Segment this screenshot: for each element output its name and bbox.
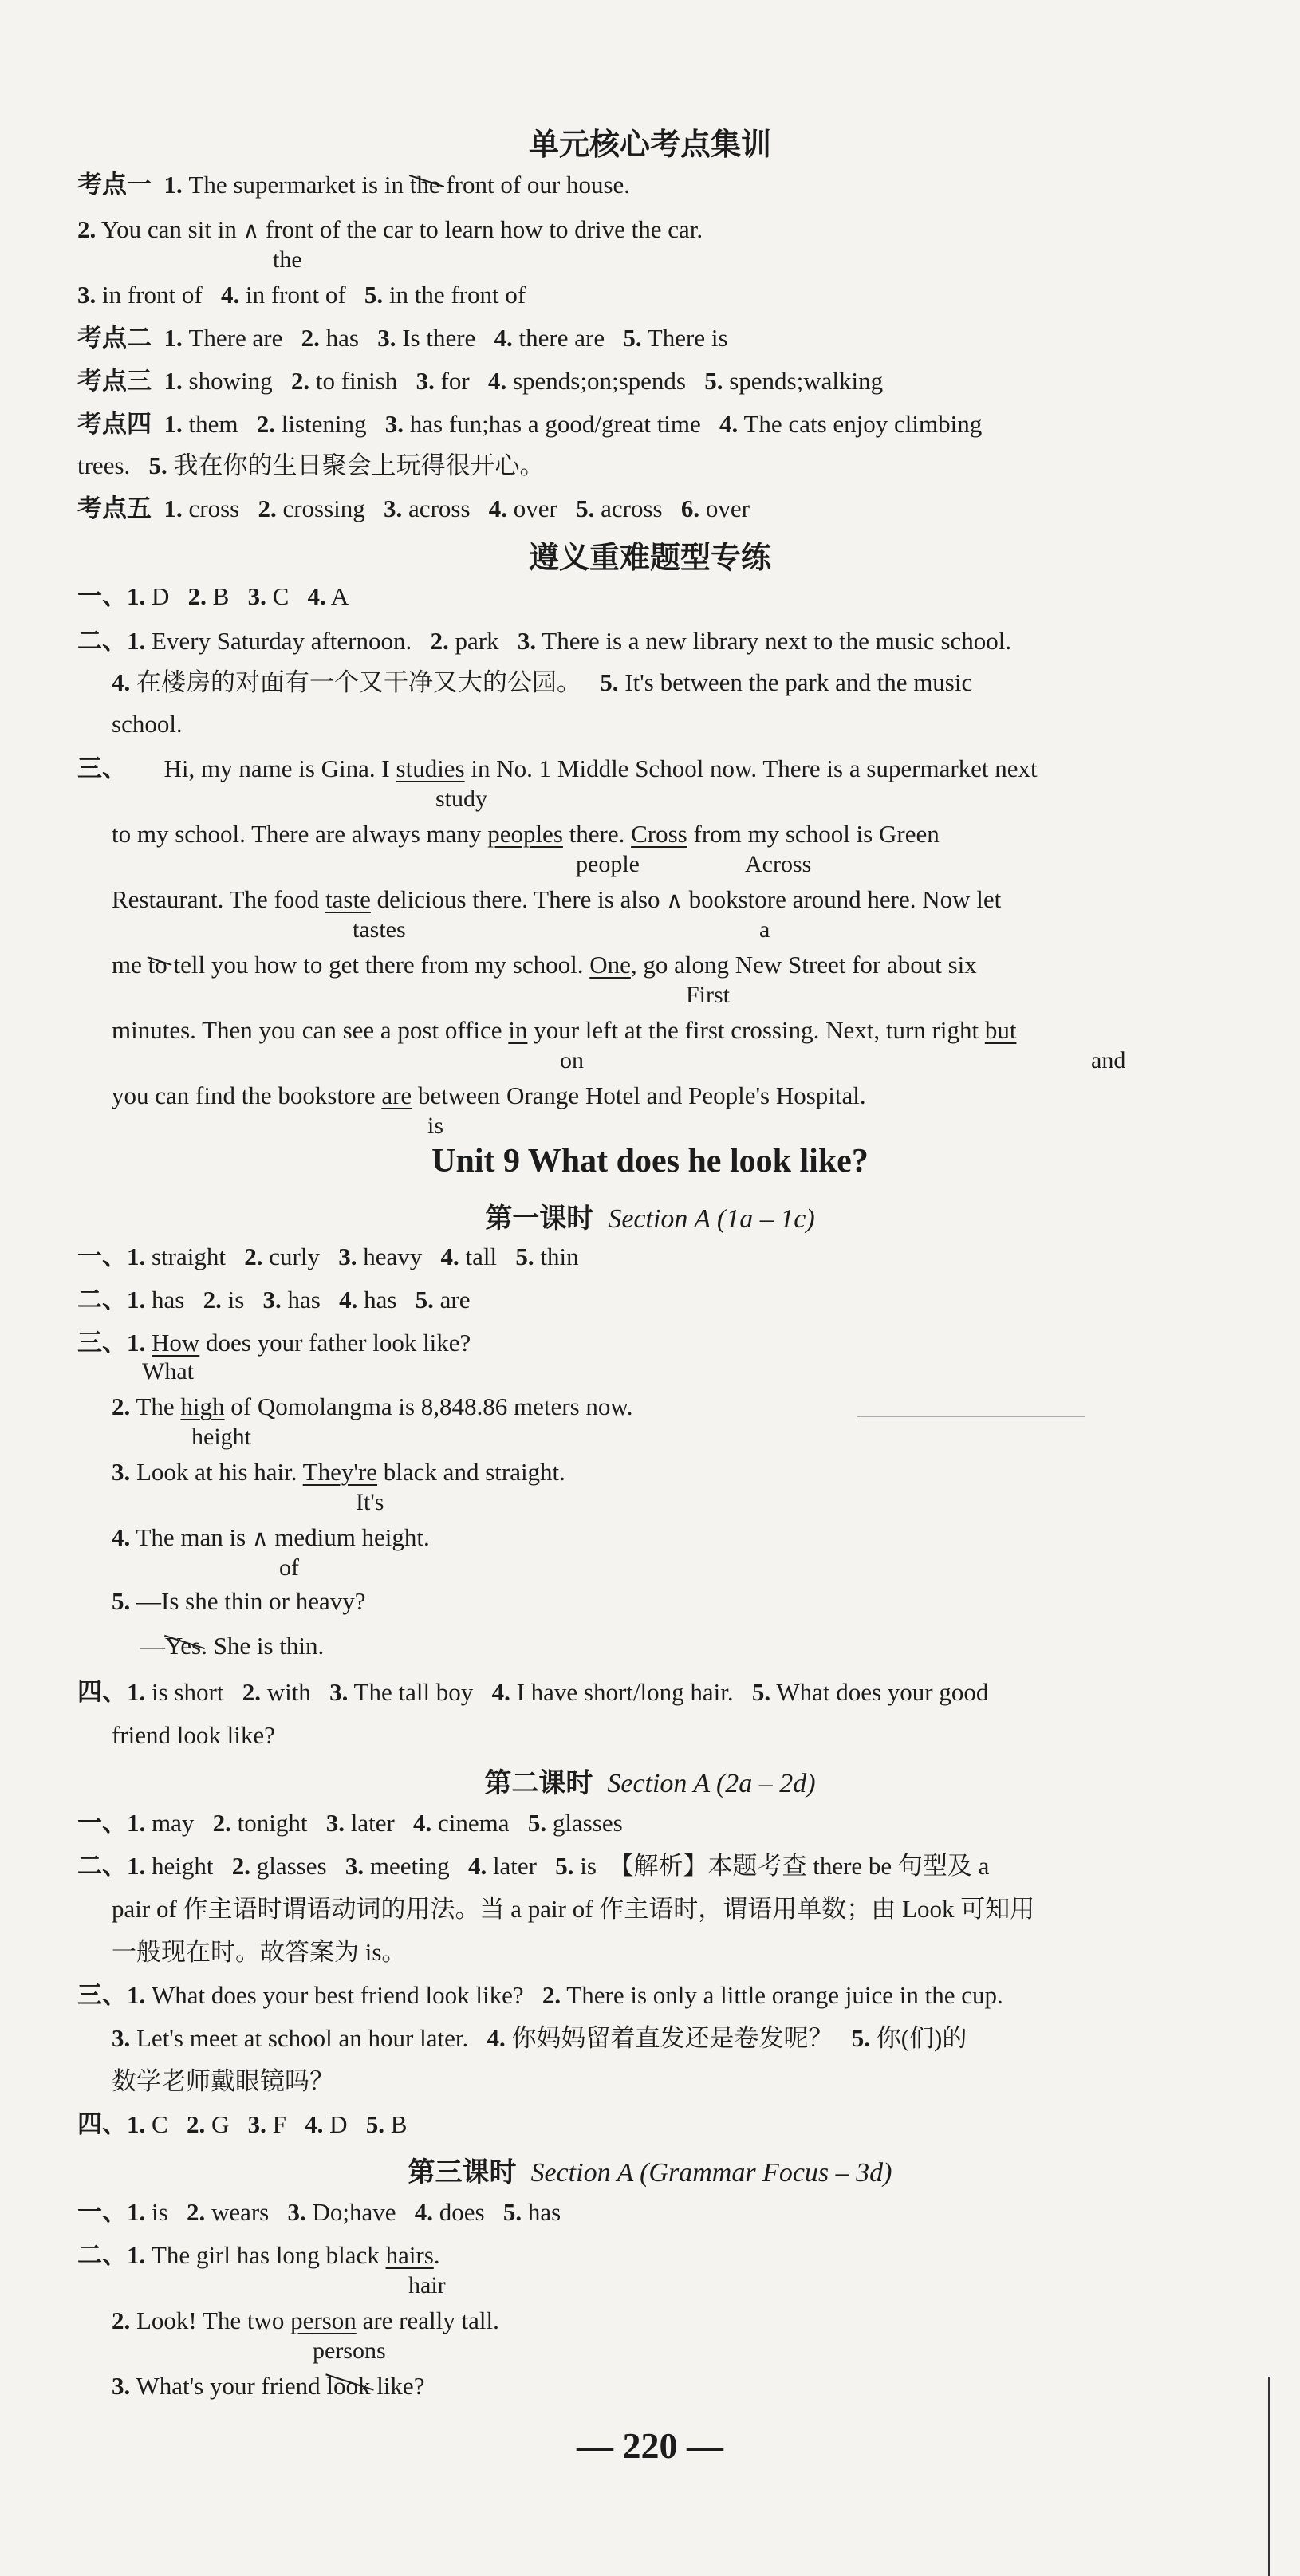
- lesson-1-part-3-q5-reply: —Yes. She is thin.: [140, 1630, 324, 1662]
- lesson-3-part-2-q3: 3. What's your friend look like?: [112, 2370, 424, 2402]
- correction-text: the: [273, 246, 302, 273]
- section-title-core-points: 单元核心考点集训: [528, 128, 771, 162]
- correction-text: persons: [313, 2338, 386, 2364]
- lesson-2-heading: 第二课时 Section A (2a – 2d): [484, 1769, 816, 1798]
- correction-text: and: [1091, 1047, 1126, 1073]
- lesson-2-part-3-line-2: 3. Let's meet at school an hour later. 4. 你妈妈留着直发还是卷发呢？ 5. 你(们)的: [112, 2024, 967, 2052]
- lesson-1-part-4-cont: friend look like?: [112, 1721, 275, 1749]
- zunyi-part-2-line-2: 4. 在楼房的对面有一个又干净又大的公园。 5. It's between the park and the music: [112, 668, 973, 696]
- lesson-1-part-3-q3: 3. Look at his hair. They're black and straight.: [112, 1458, 565, 1486]
- lesson-3-part-1: 一、1. is 2. wears 3. Do;have 4. does 5. has: [77, 2198, 561, 2226]
- kaodian-1-line: 考点一 1. The supermarket is in the front of our house.: [77, 169, 630, 201]
- section-title-zunyi: 遵义重难题型专练: [528, 542, 771, 575]
- passage-line-6: you can find the bookstore are between Orange Hotel and People's Hospital.: [112, 1081, 866, 1109]
- page-number: — 220 —: [577, 2425, 723, 2466]
- lesson-3-part-2-q2: 2. Look! The two person are really tall.: [112, 2306, 499, 2334]
- struck-word: to: [148, 949, 167, 981]
- kaodian-1-line-3: 3. in front of 4. in front of 5. in the front of: [77, 281, 526, 309]
- correction-text: is: [427, 1113, 444, 1139]
- zunyi-part-2-line-3: school.: [112, 710, 183, 738]
- correction-text: What: [142, 1358, 194, 1385]
- lesson-2-part-2: 二、1. height 2. glasses 3. meeting 4. later 5. is 【解析】本题考查 there be 句型及 a: [77, 1852, 990, 1880]
- correction-text: of: [279, 1554, 299, 1581]
- zunyi-part-1: 一、1. D 2. B 3. C 4. A: [77, 582, 349, 610]
- lesson-2-note-3: 一般现在时。故答案为 is。: [112, 1938, 407, 1966]
- correction-text: It's: [356, 1489, 384, 1515]
- kaodian-5-line: 考点五 1. cross 2. crossing 3. across 4. over 5. across 6. over: [77, 494, 750, 522]
- lesson-1-part-3-q1: 三、1. How does your father look like?: [77, 1329, 471, 1357]
- passage-line-3: Restaurant. The food taste delicious there. There is also ∧ bookstore around here. Now let: [112, 885, 1002, 913]
- passage-line-2: to my school. There are always many peoples there. Cross from my school is Green: [112, 820, 940, 848]
- correction-text: hair: [408, 2272, 446, 2298]
- correction-text: First: [686, 982, 731, 1008]
- struck-word: look: [326, 2370, 370, 2402]
- passage-line-1: 三、 Hi, my name is Gina. I studies in No. 1 Middle School now. There is a supermarket next: [77, 754, 1038, 782]
- lesson-3-heading: 第三课时 Section A (Grammar Focus – 3d): [408, 2158, 892, 2188]
- lesson-1-part-2: 二、1. has 2. is 3. has 4. has 5. are: [77, 1286, 471, 1314]
- kaodian-4-line-2: trees. 5. 我在你的生日聚会上玩得很开心。: [77, 451, 545, 479]
- lesson-1-part-1: 一、1. straight 2. curly 3. heavy 4. tall 5. thin: [77, 1243, 579, 1270]
- lesson-2-part-3-line-3: 数学老师戴眼镜吗？: [112, 2067, 334, 2095]
- lesson-3-part-2-q1: 二、1. The girl has long black hairs.: [77, 2241, 440, 2269]
- lesson-2-note-2: pair of 作主语时谓语动词的用法。当 a pair of 作主语时，谓语用单数；由 Look 可知用: [112, 1895, 1035, 1923]
- unit-title: Unit 9 What does he look like?: [431, 1143, 869, 1180]
- correction-text: height: [191, 1424, 251, 1450]
- lesson-2-part-4: 四、1. C 2. G 3. F 4. D 5. B: [77, 2110, 408, 2138]
- correction-text: Across: [745, 851, 812, 877]
- correction-text: a: [759, 916, 770, 943]
- faint-rule: [857, 1416, 1085, 1417]
- kaodian-4-line: 考点四 1. them 2. listening 3. has fun;has a good/great time 4. The cats enjoy climbing: [77, 410, 983, 438]
- passage-line-4: me to tell you how to get there from my school. One, go along New Street for about six: [112, 949, 977, 981]
- struck-word: Yes: [165, 1630, 201, 1662]
- correction-text: on: [560, 1047, 584, 1073]
- lesson-1-part-3-q4: 4. The man is ∧ medium height.: [112, 1523, 430, 1551]
- correction-text: people: [576, 851, 640, 877]
- kaodian-2-line: 考点二 1. There are 2. has 3. Is there 4. there are 5. There is: [77, 324, 728, 352]
- lesson-2-part-3: 三、1. What does your best friend look like? 2. There is only a little orange juice in the cup.: [77, 1981, 1003, 2009]
- correction-text: tastes: [353, 916, 406, 943]
- lesson-1-heading: 第一课时 Section A (1a – 1c): [485, 1204, 815, 1234]
- lesson-1-part-4: 四、1. is short 2. with 3. The tall boy 4. I have short/long hair. 5. What does your good: [77, 1678, 989, 1706]
- lesson-2-part-1: 一、1. may 2. tonight 3. later 4. cinema 5. glasses: [77, 1809, 623, 1837]
- kaodian-3-line: 考点三 1. showing 2. to finish 3. for 4. spends;on;spends 5. spends;walking: [77, 367, 884, 395]
- lesson-1-part-3-q5: 5. —Is she thin or heavy?: [112, 1587, 366, 1615]
- page-edge-line: [1268, 2377, 1270, 2576]
- lesson-1-part-3-q2: 2. The high of Qomolangma is 8,848.86 meters now.: [112, 1392, 633, 1420]
- passage-line-5: minutes. Then you can see a post office in your left at the first crossing. Next, turn right but: [112, 1016, 1017, 1044]
- zunyi-part-2-line-1: 二、1. Every Saturday afternoon. 2. park 3. There is a new library next to the music school.: [77, 627, 1012, 655]
- struck-word: the: [410, 169, 440, 201]
- kaodian-1-line-2: 2. You can sit in ∧ front of the car to learn how to drive the car.: [77, 215, 703, 243]
- correction-text: study: [435, 786, 488, 812]
